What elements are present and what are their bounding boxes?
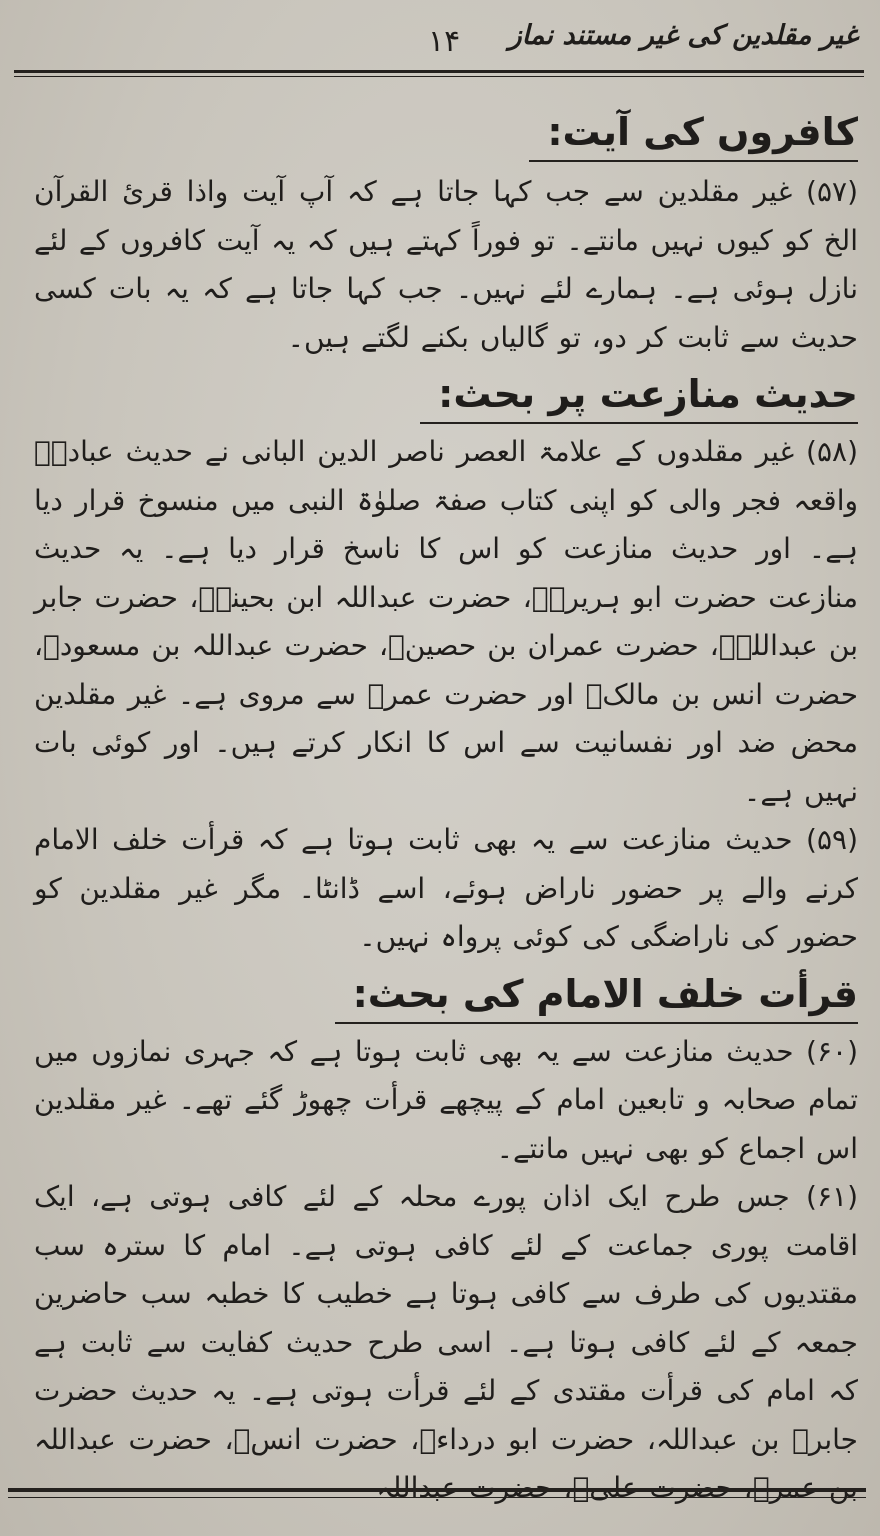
section-heading-qirat-khalf-al-imam: قرأت خلف الامام کی بحث: (34, 968, 858, 1024)
page-number: ۱۴ (428, 24, 461, 59)
section-heading-hadith-munazat: حدیث منازعت پر بحث: (34, 368, 858, 424)
paragraph-58: (۵۸) غیر مقلدوں کے علامۃ العصر ناصر الدین البانی نے حدیث عبادہؓ واقعہ فجر والی کو اپنی کتاب صفۃ صلوٰۃ النبی میں منسوخ قرار دیا ہے۔ اور حدیث منازعت کو اس کا ناسخ قرار دیا ہے۔ یہ حدیث منازعت حضرت ابو ہریرہؓ، حضرت عبداللہ ابن بحینہؓ، حضرت جابر بن عبداللہؓ، حضرت عمران بن حصینؓ، حضرت عبداللہ بن مسعودؓ، حضرت انس بن مالکؓ اور حضرت عمرؓ سے مروی ہے۔ غیر مقلدین محض ضد اور نفسانیت سے اس کا انکار کرتے ہیں۔ اور کوئی بات نہیں ہے۔ (34, 435, 858, 808)
section-heading-kafiron-ki-ayat: کافروں کی آیت: (34, 106, 858, 162)
paragraph-59: (۵۹) حدیث منازعت سے یہ بھی ثابت ہوتا ہے کہ قرأت خلف الامام کرنے والے پر حضور ناراض ہوئے، اسے ڈانٹا۔ مگر غیر مقلدین کو حضور کی ناراضگی کی کوئی پرواہ نہیں۔ (34, 823, 858, 953)
header-rule (14, 70, 864, 73)
page-body (34, 94, 858, 1504)
book-title: غیر مقلدین کی غیر مستند نماز (508, 20, 858, 51)
paragraph-57: (۵۷) غیر مقلدین سے جب کہا جاتا ہے کہ آپ آیت واذا قرئ القرآن الخ کو کیوں نہیں مانتے۔ تو فوراً کہتے ہیں کہ یہ آیت کافروں کے لئے نازل ہوئی ہے۔ ہمارے لئے نہیں۔ جب کہا جاتا ہے کہ یہ بات کسی حدیث سے ثابت کر دو، تو گالیاں بکنے لگتے ہیں۔ (34, 175, 858, 354)
footer-rule-thin (8, 1497, 866, 1498)
header-rule-thin (14, 76, 864, 77)
footer-rule (8, 1488, 866, 1492)
paragraph-60: (۶۰) حدیث منازعت سے یہ بھی ثابت ہوتا ہے کہ جہری نمازوں میں تمام صحابہ و تابعین امام کے پیچھے قرأت چھوڑ گئے تھے۔ غیر مقلدین اس اجماع کو بھی نہیں مانتے۔ (34, 1034, 858, 1165)
page-header (20, 14, 862, 68)
paragraph-61: (۶۱) جس طرح ایک اذان پورے محلہ کے لئے کافی ہوتی ہے، ایک اقامت پوری جماعت کے لئے کافی ہوتی ہے۔ امام کا سترہ سب مقتدیوں کی طرف سے کافی ہوتا ہے خطیب کا خطبہ سب حاضرین جمعہ کے لئے کافی ہوتا ہے۔ اسی طرح حدیث کفایت سے ثابت ہے کہ امام کی قرأت مقتدی کے لئے قرأت ہوتی ہے۔ یہ حدیث حضرت جابرؓ بن عبداللہ، حضرت ابو درداءؓ، حضرت انسؓ، حضرت عبداللہ بن عمرؓ، حضرت علیؓ، حضرت عبداللہ (34, 1180, 858, 1504)
